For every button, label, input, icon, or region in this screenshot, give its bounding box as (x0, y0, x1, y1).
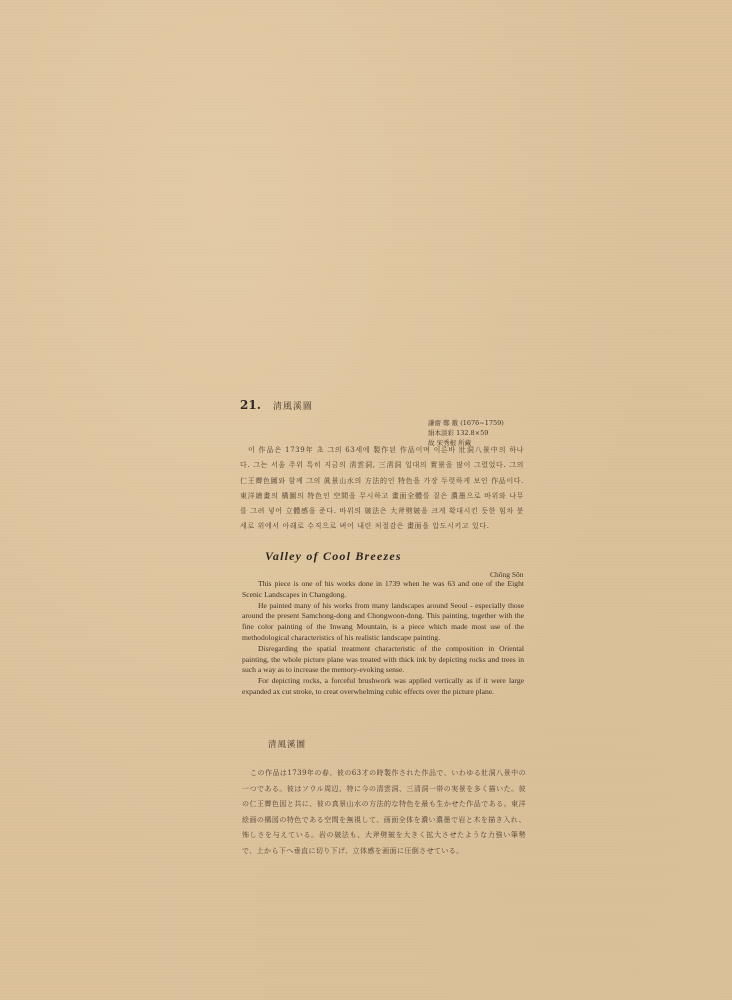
collection-line: 故 宋秀根 所藏 (428, 439, 472, 447)
english-title: Valley of Cool Breezes (265, 549, 402, 563)
artist-line: 謙齋 鄭 敾 (1676~1759) (428, 419, 504, 427)
english-author: Chŏng Sŏn (490, 570, 524, 579)
entry-header (240, 398, 525, 412)
english-paragraph: This piece is one of his works done in 1739 when he was 63 and one of the Eight Scenic Landscapes in Changdong. (242, 579, 524, 599)
japanese-title: 清風溪圖 (268, 740, 307, 750)
entry-title-korean: 淸風溪圖 (272, 402, 313, 412)
english-paragraph: Disregarding the spatial treatment characteristic of the composition in Oriental painting, the whole picture plane was treated with thick ink by depicting rocks and trees in such a way as to increase the memory-evoking sense. (242, 643, 524, 675)
medium-size-line: 絹本淡彩 132.8×59 (428, 429, 489, 437)
japanese-description: この作品は1739年の春、彼の63才の時製作された作品で、いわゆる壯洞八景中の一つである。彼はソウル周辺、特に今の清雲洞、三清洞一帯の実景を多く描いた。彼の仁王霽色図と共に、彼の真景山水の方法的な特色を最も生かせた作品である。東洋絵画の構図の特色である空間を無視して、画面全体を濃い濃墨で岩と木を描き入れ、怖しさを与えている。岩の皴法も、大斧劈皴を大きく拡大させたような力強い筆勢で、上から下へ垂直に切り下げ、立体感を画面に圧倒させている。 (242, 769, 526, 855)
english-description (242, 579, 524, 698)
korean-description: 이 作品은 1739年 초 그의 63세에 製作된 作品이며 이른바 壯洞八景中의 하나다. 그는 서울 주위 특히 지금의 淸雲洞, 三淸洞 일대의 實景을 많이 그렸었다. 그의 仁王霽色圖와 함께 그의 眞景山水의 方法的인 特色을 가장 두렷하게 보인 作品이다. 東洋繪畫의 構圖의 特色인 空間을 무시하고 畫面全體를 짙은 濃墨으로 바위와 나무를 그려 넣어 立體感을 준다. 바위의 皴法은 大斧劈皴을 크게 확대시킨 듯한 힘차 붓세로 위에서 아래로 수직으로 벼어 내린 처절감은 畫面을 압도시키고 있다. (240, 446, 524, 531)
english-paragraph: He painted many of his works from many landscapes around Seoul - especially those around the present Samchong-dong and Chongwoon-dong. This painting, together with the fine color painting of the Inwang Mountain, is a piece which made most use of the methodological characteristics of his realistic landscape painting. (242, 600, 524, 642)
english-paragraph: For depicting rocks, a forceful brushwork was applied vertically as if it were large expanded ax cut stroke, to creat overwhelming cubic effects over the picture plane. (242, 676, 524, 696)
entry-number: 21. (240, 398, 261, 412)
